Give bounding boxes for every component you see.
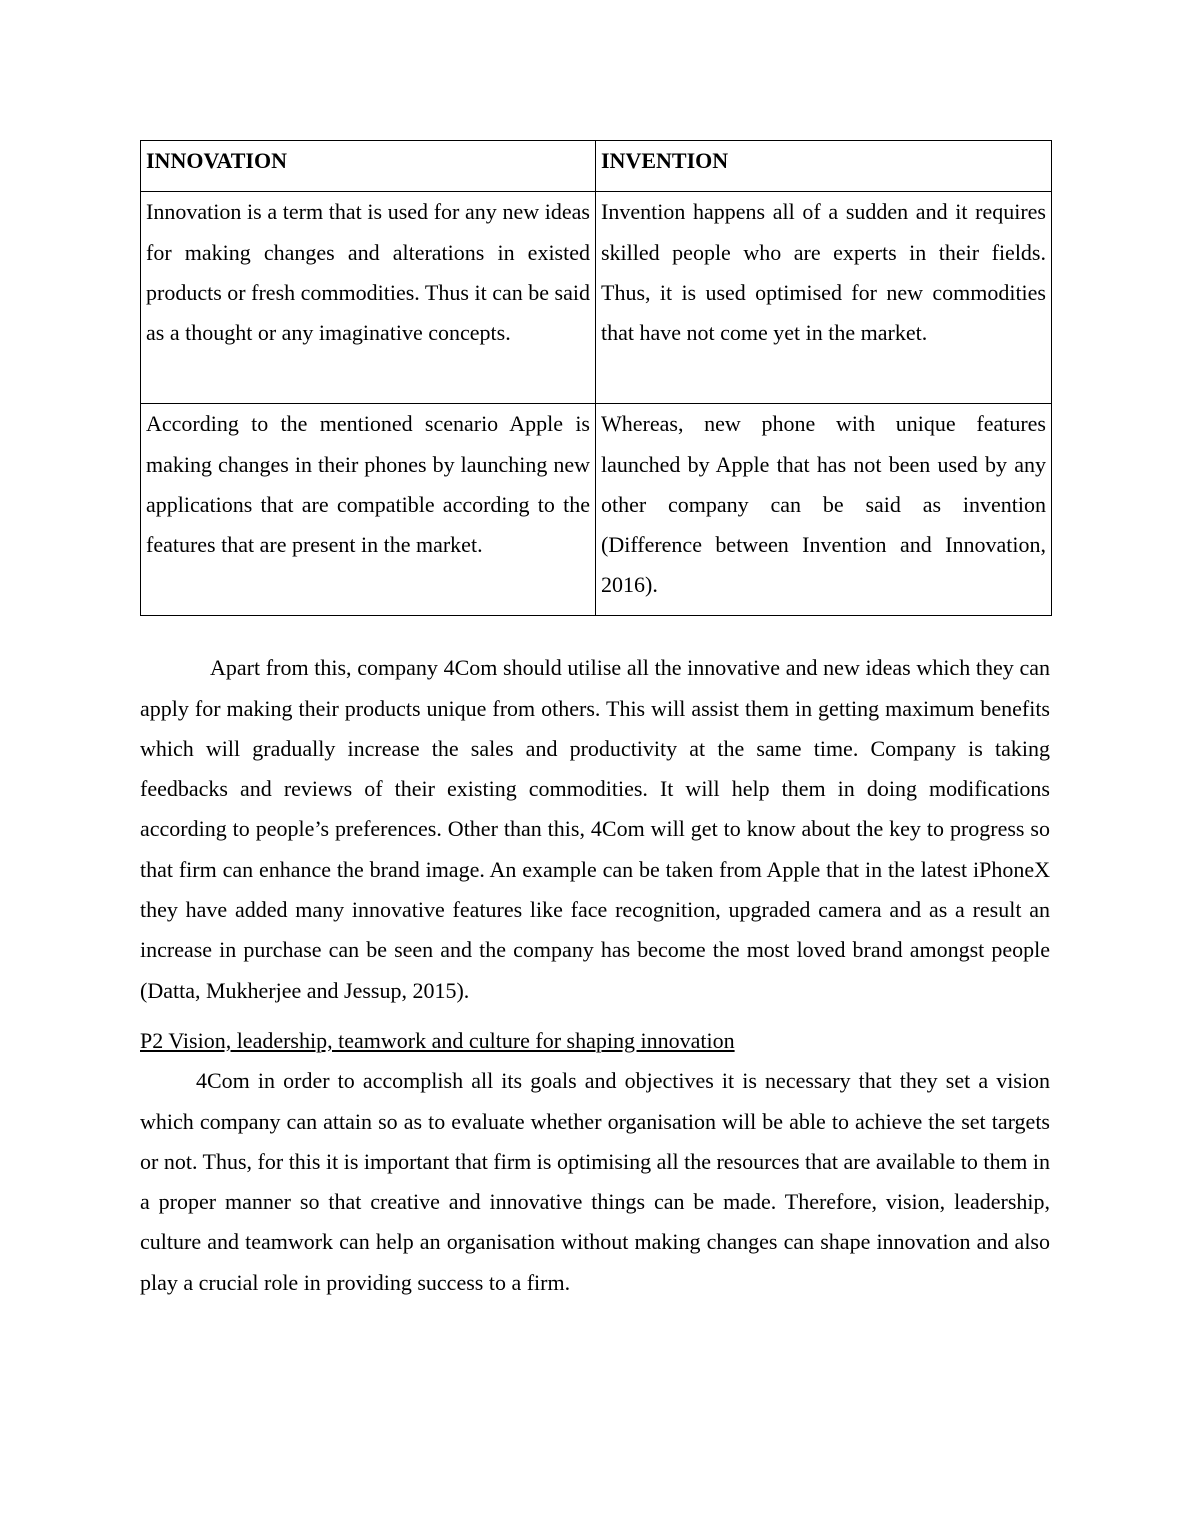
- table-header-row: [141, 141, 1052, 192]
- table-row: [141, 404, 1052, 616]
- comparison-table: [140, 140, 1052, 616]
- table-cell-invention-example: Whereas, new phone with unique features launched by Apple that has not been used by any other company can be said as invention (Difference between Invention and Innovation, 2016).: [596, 404, 1052, 616]
- table-row: [141, 192, 1052, 404]
- header-invention: INVENTION: [596, 141, 1052, 192]
- table-cell-innovation-example: According to the mentioned scenario Apple is making changes in their phones by launching new applications that are compatible according to the features that are present in the market.: [141, 404, 596, 616]
- document-page: [140, 140, 1050, 1303]
- table-cell-innovation-definition: Innovation is a term that is used for any new ideas for making changes and alterations in existed products or fresh commodities. Thus it can be said as a thought or any imaginative concepts.: [141, 192, 596, 404]
- body-paragraph: 4Com in order to accomplish all its goals and objectives it is necessary that they set a vision which company can attain so as to evaluate whether organisation will be able to achieve the set targets or not. Thus, for this it is important that firm is optimising all the resources that are available to them in a proper manner so that creative and innovative things can be made. Therefore, vision, leadership, culture and teamwork can help an organisation without making changes can shape innovation and also play a crucial role in providing success to a firm.: [140, 1068, 1050, 1295]
- table-cell-invention-definition: Invention happens all of a sudden and it requires skilled people who are experts in their fields. Thus, it is used optimised for new commodities that have not come yet in the market.: [596, 192, 1052, 404]
- section-heading: P2 Vision, leadership, teamwork and culture for shaping innovation: [140, 1027, 735, 1053]
- body-paragraph: Apart from this, company 4Com should utilise all the innovative and new ideas which they can apply for making their products unique from others. This will assist them in getting maximum benefits which will gradually increase the sales and productivity at the same time. Company is taking feedbacks and reviews of their existing commodities. It will help them in doing modifications according to people’s preferences. Other than this, 4Com will get to know about the key to progress so that firm can enhance the brand image. An example can be taken from Apple that in the latest iPhoneX they have added many innovative features like face recognition, upgraded camera and as a result an increase in purchase can be seen and the company has become the most loved brand amongst people (Datta, Mukherjee and Jessup, 2015).: [140, 655, 1050, 1003]
- header-innovation: INNOVATION: [141, 141, 596, 192]
